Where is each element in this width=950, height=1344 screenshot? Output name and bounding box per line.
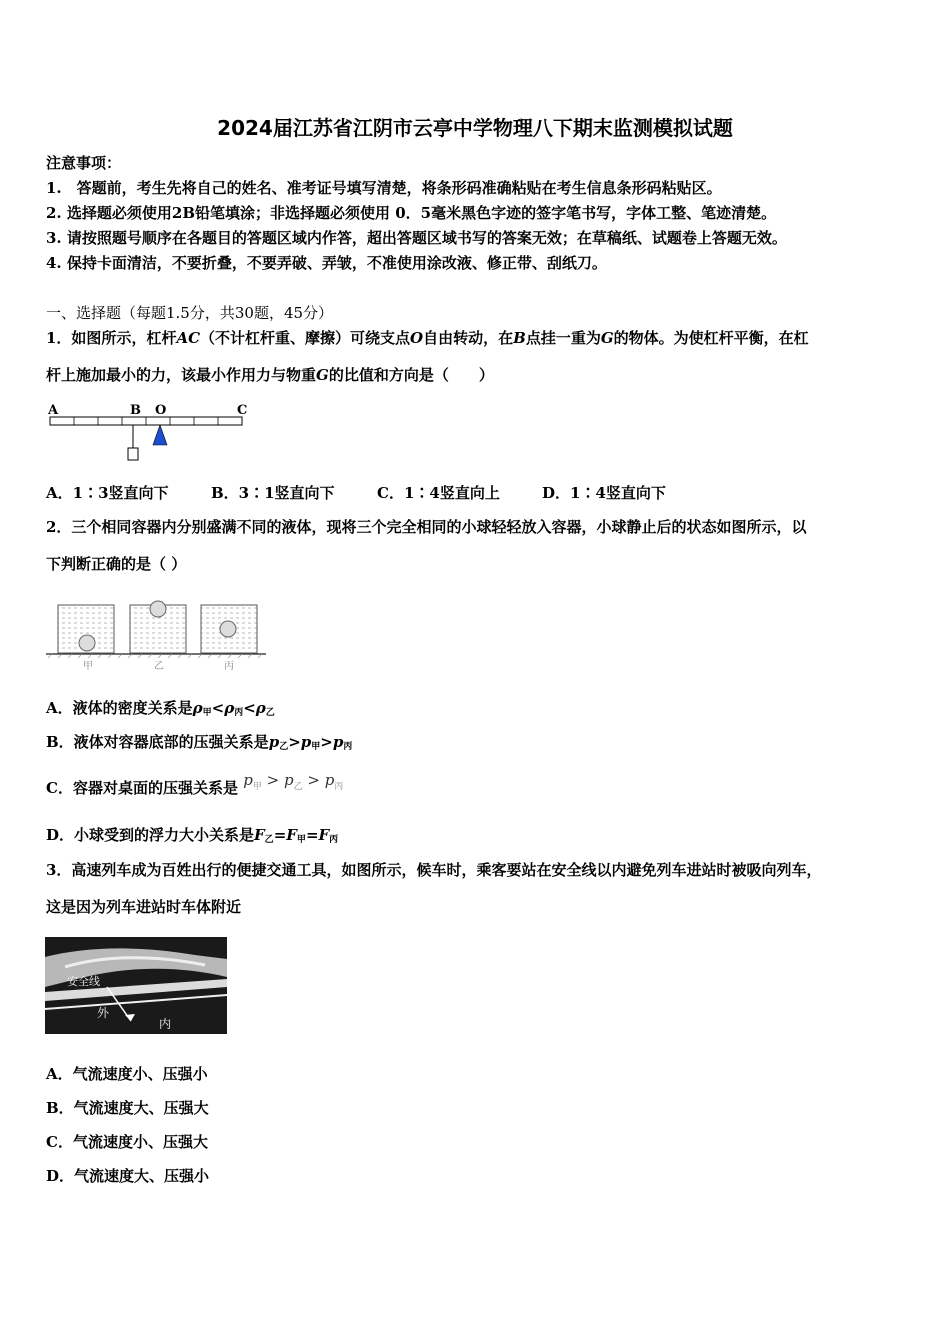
q3-stem-line1: 3．高速列车成为百姓出行的便捷交通工具，如图所示，候车时，乘客要站在安全线以内避免列车进站时被吸向列车， bbox=[46, 861, 822, 879]
operator: < bbox=[243, 699, 256, 717]
subscript: 丙 bbox=[334, 782, 344, 792]
operator: > bbox=[266, 771, 280, 789]
ball bbox=[150, 601, 166, 617]
q1-text: （不计杠杆重、摩擦）可绕支点 bbox=[200, 329, 411, 347]
container-jia bbox=[58, 605, 114, 653]
page-title: 2024届江苏省江阴市云亭中学物理八下期末监测模拟试题 bbox=[217, 116, 733, 140]
option-text: C．容器对桌面的压强关系是 bbox=[46, 779, 238, 797]
notice-heading: 注意事项： bbox=[46, 154, 122, 172]
q1-option-c: C．1∶4竖直向上 bbox=[377, 484, 500, 502]
symbol: ρ bbox=[255, 699, 266, 717]
container-bing bbox=[201, 605, 257, 653]
lever-weight bbox=[128, 448, 138, 460]
option-c-formula bbox=[243, 771, 344, 792]
section-heading: 一、选择题（每题1.5分，共30题，45分） bbox=[46, 304, 334, 322]
q1-text: 点挂一重为 bbox=[525, 329, 601, 347]
symbol: p bbox=[300, 733, 312, 751]
lever-label-o: O bbox=[155, 403, 167, 418]
q1-var: B bbox=[513, 329, 526, 347]
subscript: 甲 bbox=[296, 835, 306, 845]
train-photo bbox=[45, 937, 227, 1034]
subscript: 丙 bbox=[329, 835, 339, 845]
symbol: F bbox=[254, 826, 265, 844]
q2-option-b bbox=[46, 732, 352, 757]
q1-stem-line2 bbox=[46, 365, 494, 385]
operator: > bbox=[288, 733, 301, 751]
symbol: ρ bbox=[224, 699, 235, 717]
symbol: p bbox=[243, 771, 253, 789]
subscript: 甲 bbox=[202, 708, 212, 718]
q3-option-b: B．气流速度大、压强大 bbox=[46, 1099, 209, 1117]
q3-stem-line2: 这是因为列车进站时车体附近 bbox=[46, 898, 242, 916]
lever-label-b: B bbox=[130, 403, 141, 418]
operator: = bbox=[273, 826, 287, 844]
q2-option-a bbox=[46, 698, 275, 723]
q1-text: 的物体。为使杠杆平衡，在杠 bbox=[613, 329, 809, 347]
symbol: F bbox=[286, 826, 297, 844]
q3-option-c: C．气流速度小、压强大 bbox=[46, 1133, 208, 1151]
label-bing: 丙 bbox=[224, 661, 234, 672]
q2-option-c bbox=[46, 771, 344, 805]
label-safety-line: 安全线 bbox=[67, 975, 100, 988]
ball bbox=[79, 635, 95, 651]
q1-options bbox=[46, 483, 746, 503]
ball bbox=[220, 621, 236, 637]
operator: < bbox=[211, 699, 225, 717]
q1-option-a: A．1∶3竖直向下 bbox=[46, 484, 169, 502]
q1-var: G bbox=[316, 366, 329, 384]
symbol: p bbox=[268, 733, 280, 751]
lever-ticks bbox=[74, 417, 218, 425]
subscript: 丙 bbox=[234, 708, 244, 718]
lever-label-a: A bbox=[48, 403, 59, 418]
symbol: p bbox=[283, 771, 294, 789]
subscript: 乙 bbox=[264, 835, 274, 845]
symbol: ρ bbox=[192, 699, 203, 717]
q1-var: G bbox=[600, 329, 614, 347]
subscript: 乙 bbox=[279, 742, 289, 752]
q1-text: 1．如图所示，杠杆 bbox=[46, 329, 177, 347]
option-text: A．液体的密度关系是 bbox=[46, 699, 193, 717]
notice-item: 4. 保持卡面清洁，不要折叠，不要弄破、弄皱，不准使用涂改液、修正带、刮纸刀。 bbox=[46, 254, 607, 272]
fulcrum-icon bbox=[153, 425, 167, 445]
symbol: F bbox=[318, 826, 330, 844]
q2-stem-line2: 下判断正确的是（ ） bbox=[46, 555, 187, 573]
q1-option-d: D．1∶4竖直向下 bbox=[542, 484, 666, 502]
symbol: p bbox=[324, 771, 335, 789]
operator: = bbox=[305, 826, 319, 844]
q1-var: O bbox=[410, 329, 424, 347]
q1-option-b: B．3∶1竖直向下 bbox=[211, 484, 335, 502]
containers-figure bbox=[44, 596, 272, 672]
q2-option-d bbox=[46, 825, 338, 850]
symbol: p bbox=[332, 733, 344, 751]
notice-item: 2. 选择题必须使用2B铅笔填涂；非选择题必须使用 0．5毫米黑色字迹的签字笔书写，字体工整、笔迹清楚。 bbox=[46, 204, 777, 222]
container-yi bbox=[130, 601, 186, 653]
option-text: D．小球受到的浮力大小关系是 bbox=[46, 826, 255, 844]
q3-option-a: A．气流速度小、压强小 bbox=[46, 1065, 208, 1083]
q1-text: 的比值和方向是（ ） bbox=[328, 366, 494, 384]
label-yi: 乙 bbox=[154, 661, 164, 672]
q1-var: AC bbox=[176, 329, 201, 347]
operator: > bbox=[307, 771, 320, 789]
subscript: 乙 bbox=[265, 708, 275, 718]
option-text: B．液体对容器底部的压强关系是 bbox=[46, 733, 269, 751]
q1-text: 自由转动，在 bbox=[423, 329, 514, 347]
subscript: 甲 bbox=[311, 742, 321, 752]
q1-text: 杆上施加最小的力，该最小作用力与物重 bbox=[46, 366, 317, 384]
label-inside: 内 bbox=[159, 1017, 172, 1031]
q1-stem-line1 bbox=[46, 328, 809, 348]
label-jia: 甲 bbox=[83, 661, 93, 672]
lever-figure bbox=[44, 398, 256, 464]
operator: > bbox=[320, 733, 333, 751]
notice-item: 1. 答题前，考生先将自己的姓名、准考证号填写清楚，将条形码准确粘贴在考生信息条形码粘贴区。 bbox=[46, 179, 722, 197]
label-outside: 外 bbox=[97, 1006, 110, 1020]
subscript: 丙 bbox=[343, 742, 353, 752]
q3-option-d: D．气流速度大、压强小 bbox=[46, 1167, 210, 1185]
subscript: 甲 bbox=[252, 782, 262, 792]
q2-stem-line1: 2．三个相同容器内分别盛满不同的液体，现将三个完全相同的小球轻轻放入容器，小球静止后的状态如图所示，以 bbox=[46, 518, 807, 536]
notice-item: 3. 请按照题号顺序在各题目的答题区域内作答，超出答题区域书写的答案无效；在草稿纸、试题卷上答题无效。 bbox=[46, 229, 787, 247]
subscript: 乙 bbox=[293, 782, 303, 792]
lever-label-c: C bbox=[237, 403, 248, 418]
